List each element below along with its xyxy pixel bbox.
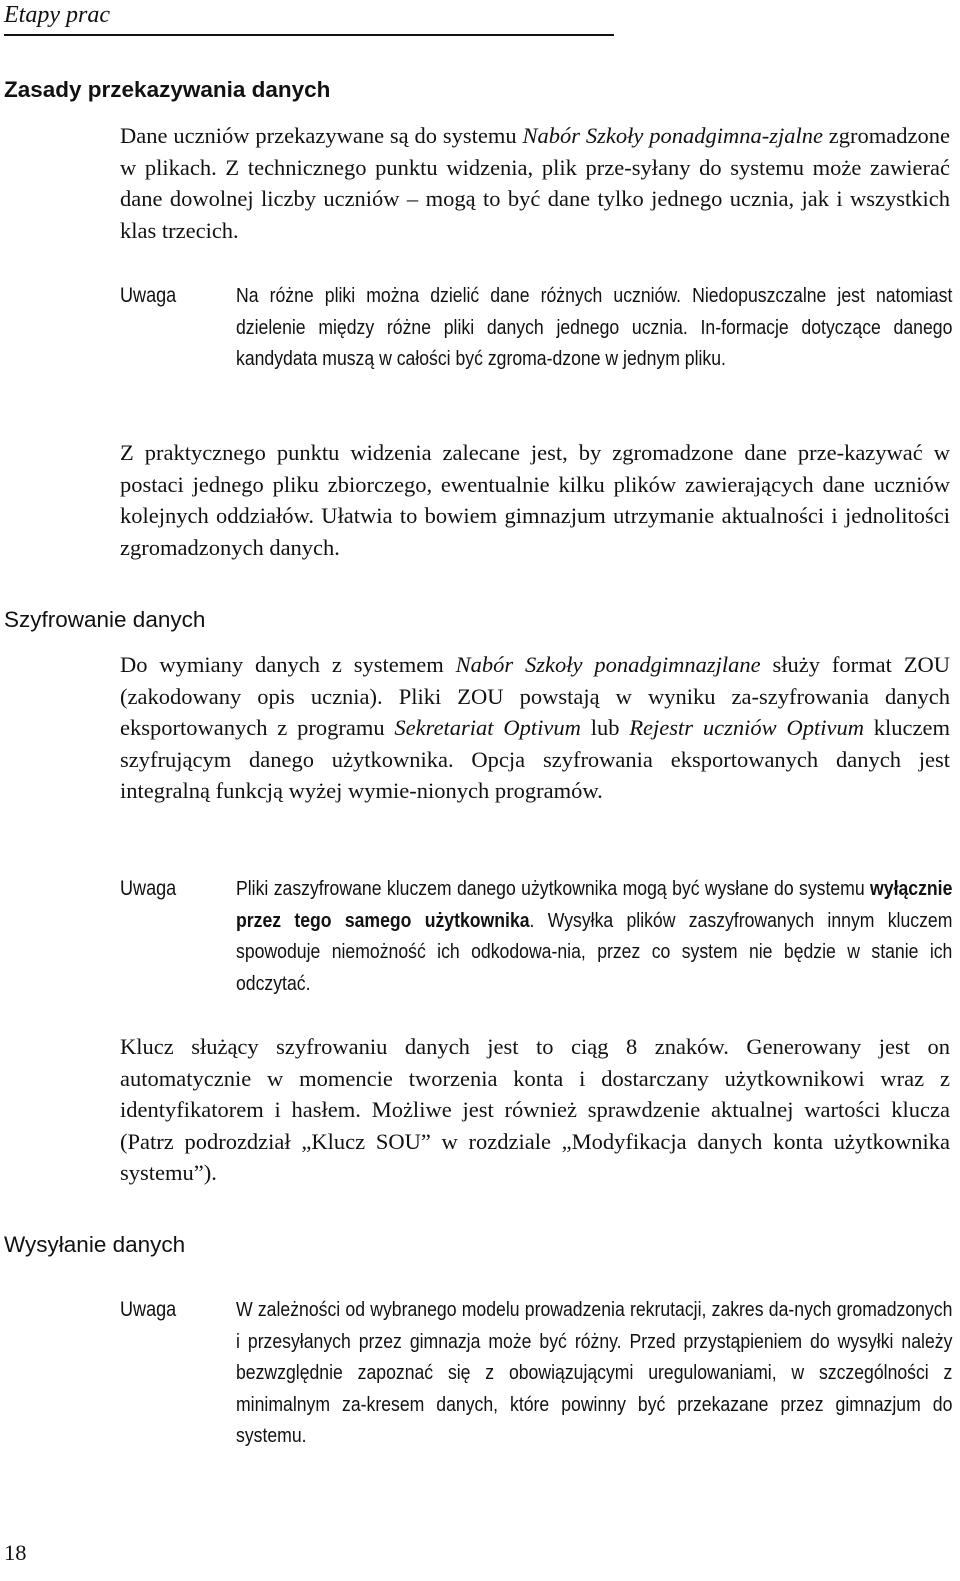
paragraph-zasady-intro (120, 120, 950, 246)
page-number: 18 (4, 1540, 27, 1565)
paragraph-zasady-practical: Z praktycznego punktu widzenia zalecane jest, by zgromadzone dane prze-kazywać w postaci jednego pliku zbiorczego, ewentualnie kilku plików zawierających dane uczniów kolejnych oddziałów. Ułatwia to bowiem gimnazjum utrzymanie aktualności i jednolitości zgromadzonych danych. (120, 440, 950, 560)
note-text-zasady: Na różne pliki można dzielić dane różnych uczniów. Niedopuszczalne jest natomiast dzielenie między różne pliki danych jednego ucznia. In-formacje dotyczące danego kandydata muszą w całości być zgroma-dzone w jednym pliku. (236, 284, 953, 370)
section-heading-wysylanie: Wysyłanie danych (4, 1232, 186, 1257)
section-heading-zasady: Zasady przekazywania danych (4, 77, 331, 102)
text-run: Do wymiany danych z systemem (120, 652, 456, 677)
text-run: Dane uczniów przekazywane są do systemu (120, 123, 523, 148)
italic-run: Nabór Szkoły ponadgimnazjlane (455, 652, 761, 677)
header-rule (4, 34, 614, 36)
note-text-szyfrowanie (236, 873, 952, 999)
italic-run: Nabór Szkoły ponadgimna-zjalne (522, 123, 823, 148)
text-run: Pliki zaszyfrowane kluczem danego użytkownika mogą być wysłane do systemu (236, 877, 871, 900)
note-label-zasady: Uwaga (120, 284, 177, 307)
note-label-szyfrowanie: Uwaga (120, 877, 177, 900)
italic-run: Rejestr uczniów Optivum (629, 715, 864, 740)
text-run: zgromadzone w plikach. Z technicznego punktu widzenia, plik prze-syłany do systemu może zawierać dane dowolnej liczby uczniów – mogą to być dane tylko jednego ucznia, jak i wszystkich klas trzecich. (120, 123, 950, 243)
paragraph-szyfrowanie-intro (120, 649, 950, 807)
text-run: kluczem szyfrującym danego użytkownika. Opcja szyfrowania eksportowanych danych jest integralną funkcją wyżej wymie-nionych programów. (120, 715, 950, 803)
text-run: lub (580, 715, 630, 740)
note-text-wysylanie: W zależności od wybranego modelu prowadzenia rekrutacji, zakres da-nych gromadzonych i przesyłanych przez gimnazja może być różny. Przed przystąpieniem do wysyłki należy bezwzględnie zapoznać się z obowiązującymi uregulowaniami, w szczególności z minimalnym za-kresem danych, które powinny być przekazane przez gimnazjum do systemu. (236, 1298, 953, 1447)
note-label-wysylanie: Uwaga (120, 1298, 177, 1321)
text-run: . Wysyłka plików zaszyfrowanych innym kluczem spowoduje niemożność ich odkodowa-nia, przez co system nie będzie w stanie ich odczytać. (236, 908, 953, 995)
italic-run: Sekretariat Optivum (394, 715, 581, 740)
bold-run: wyłącznie przez tego samego użytkownika (236, 877, 953, 932)
paragraph-szyfrowanie-key: Klucz służący szyfrowaniu danych jest to ciąg 8 znaków. Generowany jest on automatycznie w momencie tworzenia konta i dostarczany użytkownikowi wraz z identyfikatorem i hasłem. Możliwe jest również sprawdzenie aktualnej wartości klucza (Patrz podrozdział „Klucz SOU” w rozdziale „Modyfikacja danych konta użytkownika systemu”). (120, 1034, 950, 1185)
running-header: Etapy prac (4, 2, 110, 28)
section-heading-szyfrowanie: Szyfrowanie danych (4, 607, 206, 632)
text-run: służy format ZOU (zakodowany opis ucznia). Pliki ZOU powstają w wyniku za-szyfrowania danych eksportowanych z programu (120, 652, 950, 740)
